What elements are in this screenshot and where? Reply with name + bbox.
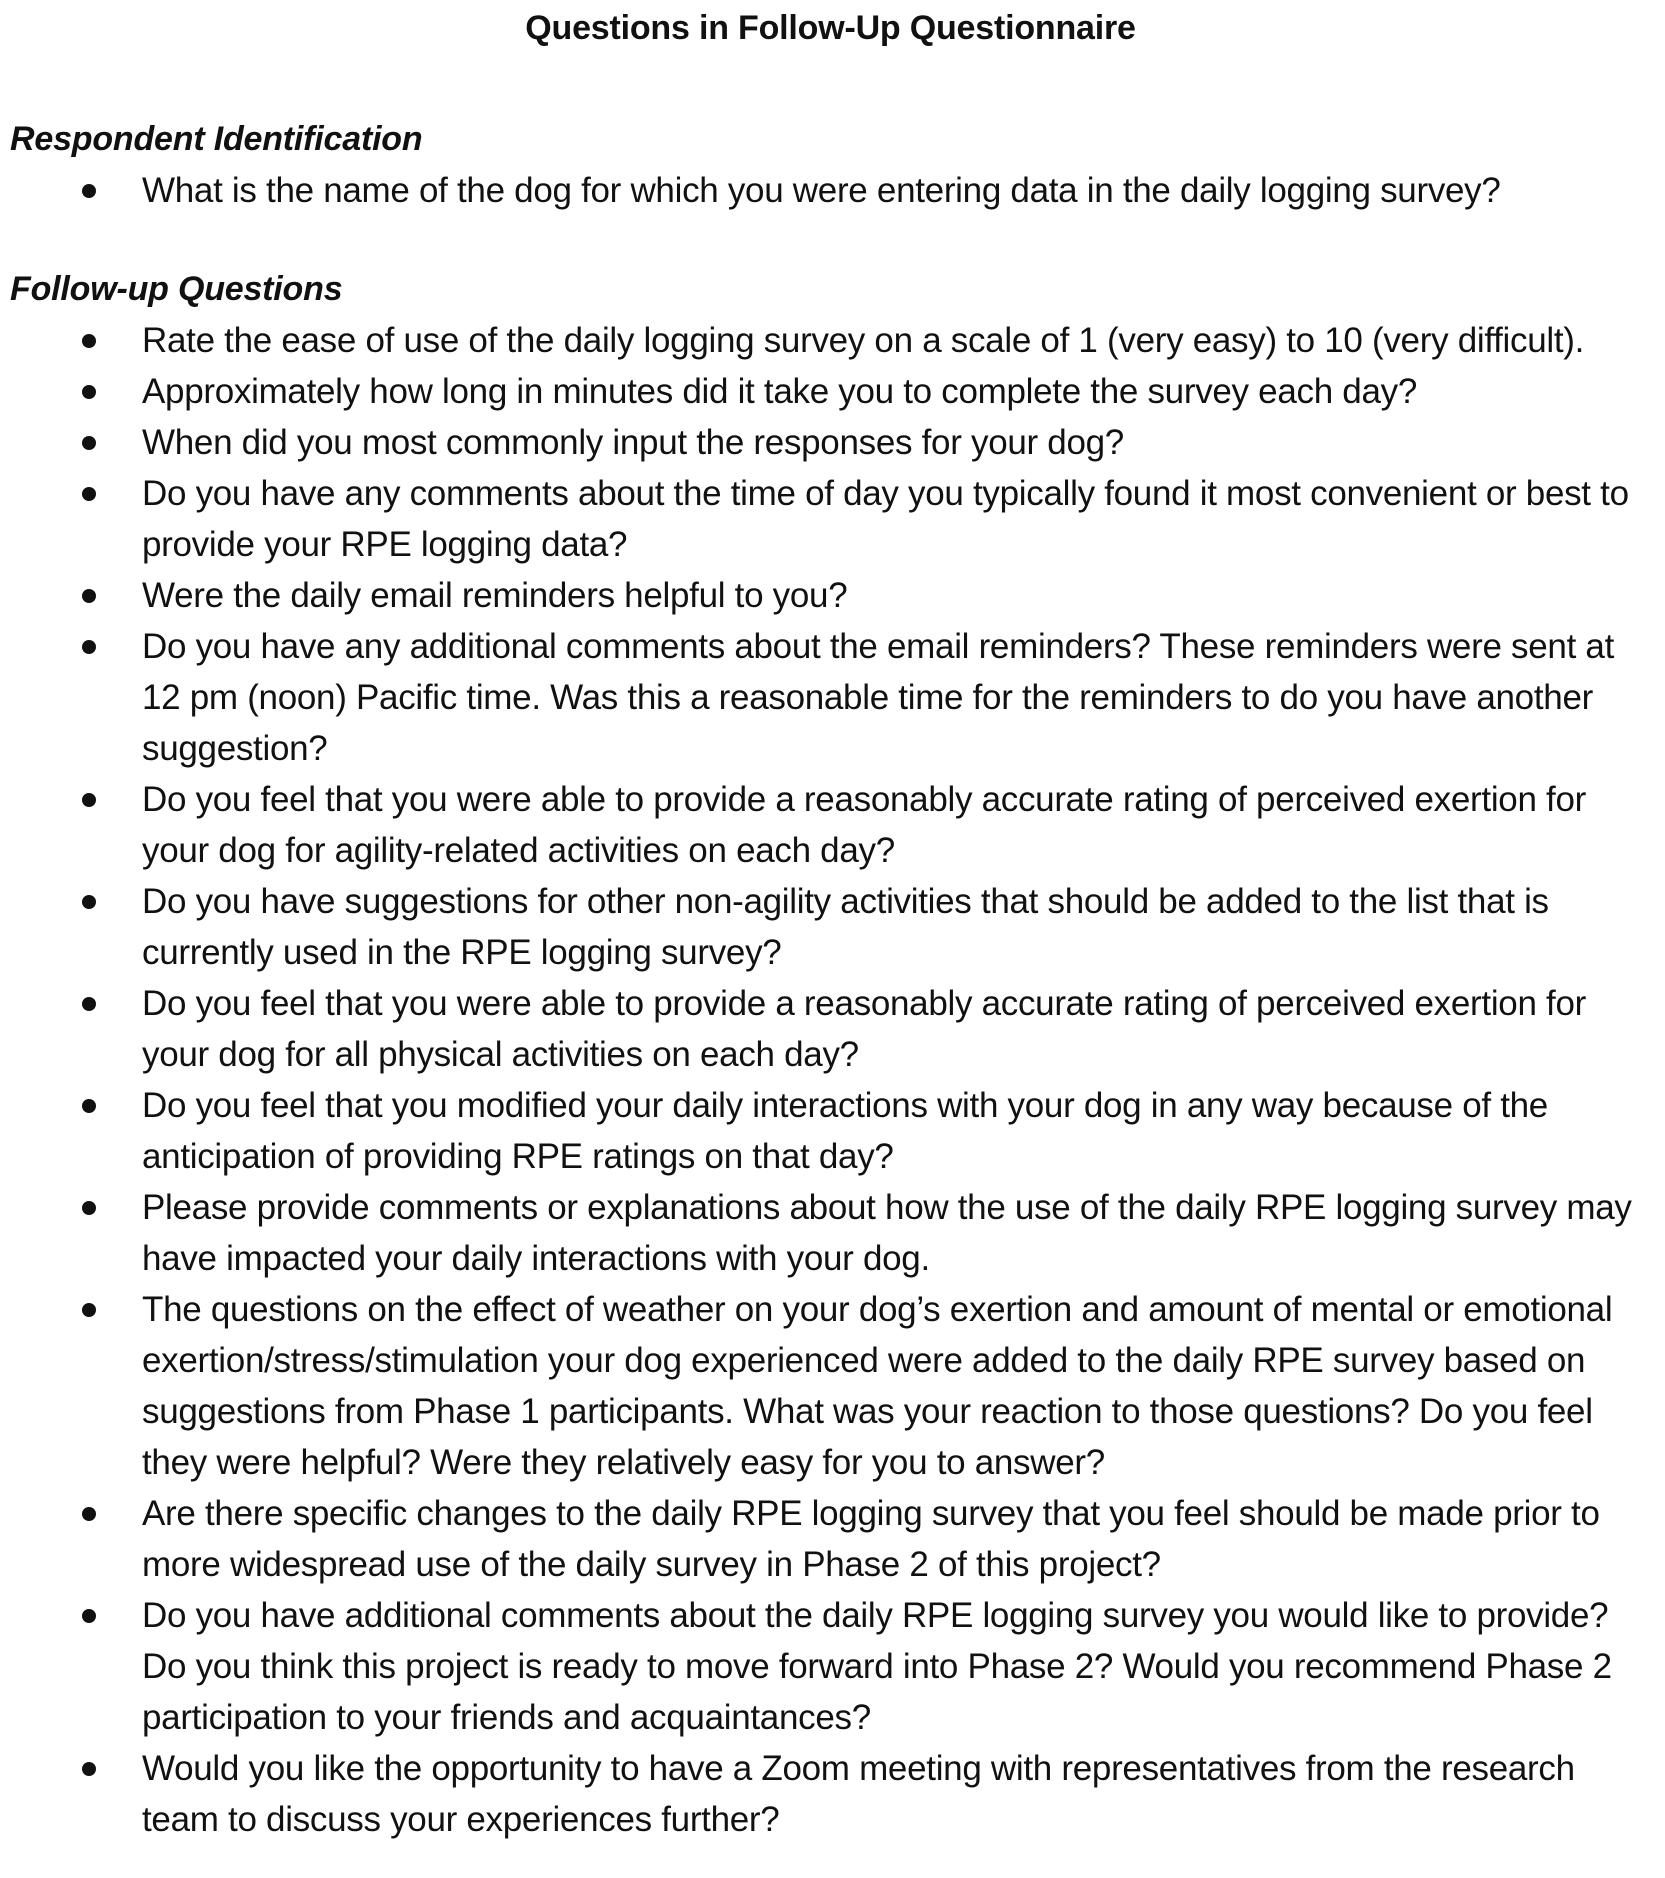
list-item [10,570,1651,621]
followup-question-list [10,315,1651,1845]
question-text: Approximately how long in minutes did it take you to complete the survey each day? [142,372,1417,411]
question-text: Do you have any additional comments about the email reminders? These reminders were sent at 12 pm (noon) Pacific time. Was this a reasonable time for the reminders to do you have another suggestion? [142,627,1615,768]
list-item [10,417,1651,468]
question-text: Do you feel that you modified your daily interactions with your dog in any way because of the anticipation of providing RPE ratings on that day? [142,1086,1548,1176]
list-item [10,1080,1651,1182]
bullet-icon [82,589,96,603]
question-text: Rate the ease of use of the daily logging survey on a scale of 1 (very easy) to 10 (very difficult). [142,321,1585,360]
bullet-icon [82,1762,96,1776]
question-text: When did you most commonly input the responses for your dog? [142,423,1124,462]
list-item [10,1284,1651,1488]
question-text: Do you have suggestions for other non-agility activities that should be added to the list that is currently used in the RPE logging survey? [142,882,1549,972]
question-text: Were the daily email reminders helpful to you? [142,576,848,615]
section-heading-followup: Follow-up Questions [10,270,343,308]
question-text: Are there specific changes to the daily RPE logging survey that you feel should be made prior to more widespread use of the daily survey in Phase 2 of this project? [142,1494,1600,1584]
bullet-icon [82,1507,96,1521]
section-heading-respondent: Respondent Identification [10,120,423,158]
list-item [10,621,1651,774]
question-text: Would you like the opportunity to have a Zoom meeting with representatives from the research team to discuss your experiences further? [142,1749,1575,1839]
list-item [10,468,1651,570]
list-item [10,978,1651,1080]
bullet-icon [82,895,96,909]
document-title: Questions in Follow-Up Questionnaire [525,9,1136,47]
list-item [10,315,1651,366]
bullet-icon [82,1609,96,1623]
question-text: Please provide comments or explanations about how the use of the daily RPE logging survey may have impacted your daily interactions with your dog. [142,1188,1632,1278]
list-item [10,1590,1651,1743]
list-item [10,366,1651,417]
bullet-icon [82,997,96,1011]
question-text: Do you have any comments about the time of day you typically found it most convenient or best to provide your RPE logging data? [142,474,1629,564]
bullet-icon [82,487,96,501]
bullet-icon [82,1303,96,1317]
question-text: Do you have additional comments about the daily RPE logging survey you would like to provide? Do you think this project is ready to move forward into Phase 2? Would you recommend Phase 2 participation to your friends and acquaintances? [142,1596,1612,1737]
bullet-icon [82,1099,96,1113]
list-item [10,1182,1651,1284]
list-item [10,165,1651,216]
bullet-icon [82,436,96,450]
bullet-icon [82,1201,96,1215]
question-text: What is the name of the dog for which you were entering data in the daily logging survey? [142,171,1501,210]
list-item [10,1743,1651,1845]
bullet-icon [82,793,96,807]
bullet-icon [82,334,96,348]
list-item [10,1488,1651,1590]
respondent-question-list [10,165,1651,216]
question-text: Do you feel that you were able to provide a reasonably accurate rating of perceived exertion for your dog for agility-related activities on each day? [142,780,1587,870]
question-text: Do you feel that you were able to provide a reasonably accurate rating of perceived exertion for your dog for all physical activities on each day? [142,984,1587,1074]
bullet-icon [82,184,96,198]
question-text: The questions on the effect of weather on your dog’s exertion and amount of mental or emotional exertion/stress/stimulation your dog experienced were added to the daily RPE survey based on suggestions from Phase 1 participants. What was your reaction to those questions? Do you feel they were helpful? Were they relatively easy for you to answer? [142,1290,1613,1482]
bullet-icon [82,640,96,654]
list-item [10,774,1651,876]
bullet-icon [82,385,96,399]
list-item [10,876,1651,978]
